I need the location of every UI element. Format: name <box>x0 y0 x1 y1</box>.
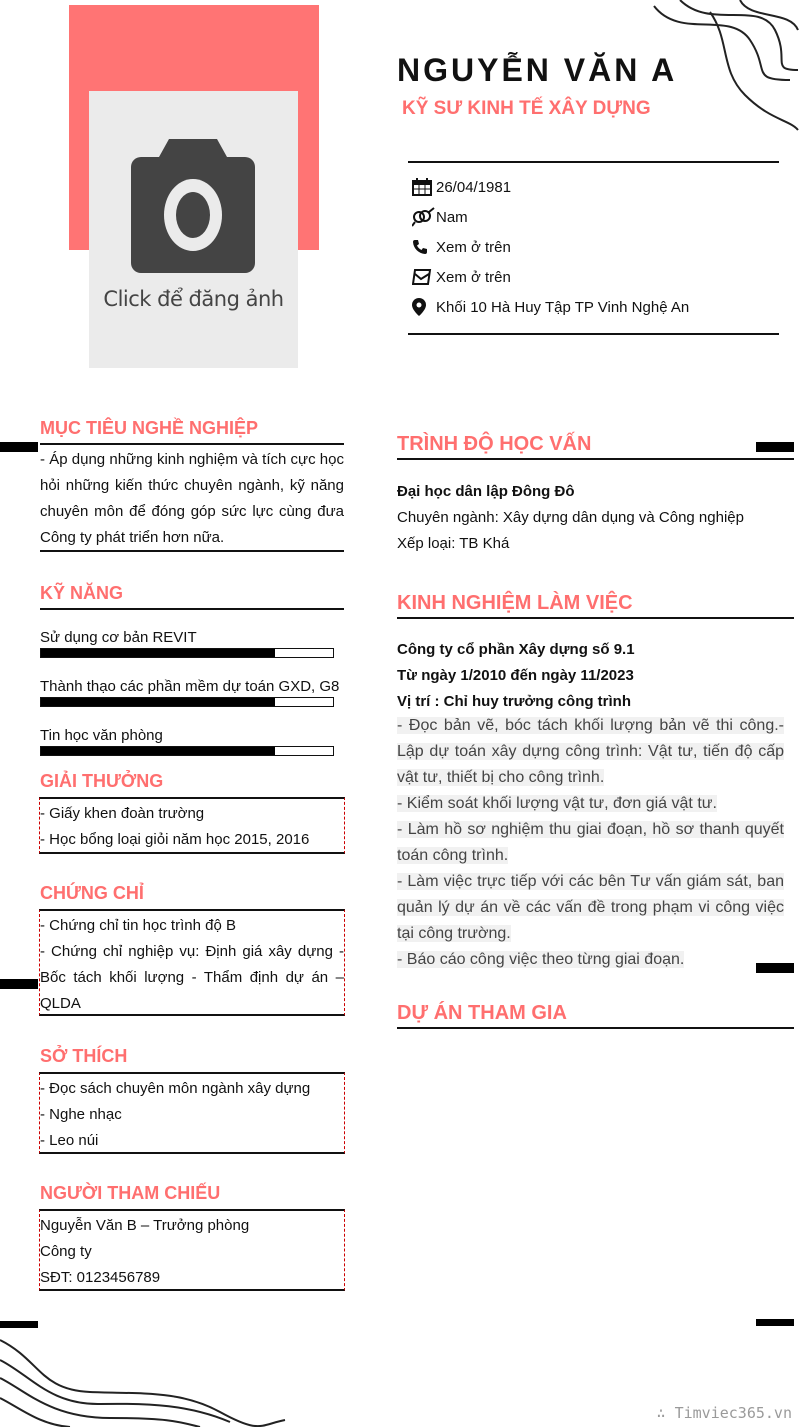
skill-bar-fill <box>41 747 275 755</box>
side-mark <box>756 1319 794 1326</box>
section-divider <box>397 458 794 460</box>
education-school: Đại học dân lập Đông Đô <box>397 483 575 500</box>
awards-box <box>39 797 345 854</box>
experience-line: - Làm việc trực tiếp với các bên Tư vấn giám sát, ban <box>397 873 784 890</box>
photo-caption: Click để đăng ảnh <box>103 287 284 311</box>
experience-line: tại công trường. <box>397 925 511 942</box>
section-divider <box>40 608 344 610</box>
contact-divider-top <box>408 161 779 163</box>
education-block <box>397 479 794 557</box>
skill-label: Thành thạo các phần mềm dự toán GXD, G8 <box>40 678 340 695</box>
side-mark <box>0 442 38 452</box>
side-mark <box>756 442 794 452</box>
reference-item: SĐT: 0123456789 <box>40 1269 161 1286</box>
skill-bar-fill <box>41 698 275 706</box>
section-heading-certificates: CHỨNG CHỈ <box>40 883 144 903</box>
candidate-name: NGUYỄN VĂN A <box>397 52 678 88</box>
contact-email <box>412 265 782 289</box>
section-heading-skills: KỸ NĂNG <box>40 583 124 603</box>
section-heading-references: NGƯỜI THAM CHIẾU <box>40 1183 221 1203</box>
experience-line: quản lý dự án về các vấn đề trong phạm vi công việc <box>397 899 784 916</box>
side-mark <box>0 1321 38 1328</box>
contact-divider-bottom <box>408 333 779 335</box>
experience-line: - Đọc bản vẽ, bóc tách khối lượng bản vẽ thi công.- <box>397 717 784 734</box>
experience-line: - Báo cáo công việc theo từng giai đoạn. <box>397 951 685 968</box>
experience-line: - Kiểm soát khối lượng vật tư, đơn giá vật tư. <box>397 795 717 812</box>
skill-bar <box>40 697 334 707</box>
section-divider <box>397 1027 794 1029</box>
skill-bar <box>40 746 334 756</box>
skill-bar <box>40 648 334 658</box>
skill-label: Tin học văn phòng <box>40 727 163 744</box>
section-divider <box>397 617 794 619</box>
contact-address <box>412 295 782 319</box>
contact-birthday <box>412 175 782 199</box>
experience-period: Từ ngày 1/2010 đến ngày 11/2023 <box>397 667 634 684</box>
section-heading-experience: KINH NGHIỆM LÀM VIỆC <box>397 592 633 614</box>
camera-icon <box>129 131 257 277</box>
certificate-item: - Chứng chỉ tin học trình độ B <box>40 917 236 934</box>
contact-gender <box>412 205 782 229</box>
experience-line: - Làm hồ sơ nghiệm thu giai đoạn, hồ sơ thanh quyết <box>397 821 784 838</box>
experience-description <box>397 713 784 973</box>
award-item: - Học bổng loại giỏi năm học 2015, 2016 <box>40 831 310 848</box>
birthday-value: 26/04/1981 <box>436 178 512 196</box>
calendar-icon <box>412 177 436 197</box>
experience-company: Công ty cổ phần Xây dựng số 9.1 <box>397 641 635 658</box>
certificate-item: Bốc tách khối lượng - Thẩm định dự án – <box>40 969 344 986</box>
section-heading-objective: MỤC TIÊU NGHỀ NGHIỆP <box>40 418 259 438</box>
objective-line: Công ty phát triển hơn nữa. <box>40 529 225 546</box>
hobby-item: - Nghe nhạc <box>40 1106 122 1123</box>
phone-icon <box>412 237 436 257</box>
side-mark <box>0 979 38 989</box>
reference-item: Công ty <box>40 1243 92 1260</box>
skill-bar-fill <box>41 649 275 657</box>
hobbies-box <box>39 1072 345 1154</box>
education-grade: Xếp loại: TB Khá <box>397 535 510 552</box>
section-heading-projects: DỰ ÁN THAM GIA <box>397 1002 567 1024</box>
certificate-item: - Chứng chỉ nghiệp vụ: Định giá xây dựng - <box>40 943 344 960</box>
gender-icon <box>412 207 436 227</box>
experience-line: toán công trình. <box>397 847 509 864</box>
certificate-item: QLDA <box>40 995 81 1012</box>
education-major: Chuyên ngành: Xây dựng dân dụng và Công nghiệp <box>397 509 744 526</box>
hobby-item: - Đọc sách chuyên môn ngành xây dựng <box>40 1080 311 1097</box>
photo-upload[interactable] <box>89 91 298 368</box>
job-title: KỸ SƯ KINH TẾ XÂY DỰNG <box>402 98 651 119</box>
experience-line: Lập dự toán xây dựng công trình: Vật tư, tiến độ cấp <box>397 743 784 760</box>
hobby-item: - Leo núi <box>40 1132 99 1149</box>
skill-label: Sử dụng cơ bản REVIT <box>40 629 197 646</box>
email-value: Xem ở trên <box>436 268 511 286</box>
objective-line: - Áp dụng những kinh nghiệm và tích cực học <box>40 451 344 468</box>
gender-value: Nam <box>436 208 468 226</box>
section-divider <box>40 443 344 445</box>
address-value: Khối 10 Hà Huy Tập TP Vinh Nghệ An <box>436 298 690 316</box>
section-heading-hobbies: SỞ THÍCH <box>40 1046 128 1066</box>
reference-item: Nguyễn Văn B – Trưởng phòng <box>40 1217 250 1234</box>
experience-line: vật tư, thiết bị cho công trình. <box>397 769 605 786</box>
references-box <box>39 1209 345 1291</box>
email-icon <box>412 267 436 287</box>
experience-position: Vị trí : Chỉ huy trưởng công trình <box>397 693 632 710</box>
phone-value: Xem ở trên <box>436 238 511 256</box>
section-heading-awards: GIẢI THƯỞNG <box>40 771 164 791</box>
certificates-box <box>39 909 345 1016</box>
section-divider <box>40 550 344 552</box>
watermark: ∴ Timviec365.vn <box>656 1404 792 1422</box>
location-pin-icon <box>412 297 436 317</box>
contact-phone <box>412 235 782 259</box>
award-item: - Giấy khen đoàn trường <box>40 805 205 822</box>
experience-header <box>397 637 794 715</box>
objective-text <box>40 447 344 551</box>
section-heading-education: TRÌNH ĐỘ HỌC VẤN <box>397 433 592 455</box>
decorative-waves-bottom <box>0 1330 290 1427</box>
objective-line: hỏi những kiến thức chuyên ngành, kỹ năng <box>40 477 344 494</box>
objective-line: chuyên môn để đóng góp sức lực cùng đưa <box>40 503 344 520</box>
